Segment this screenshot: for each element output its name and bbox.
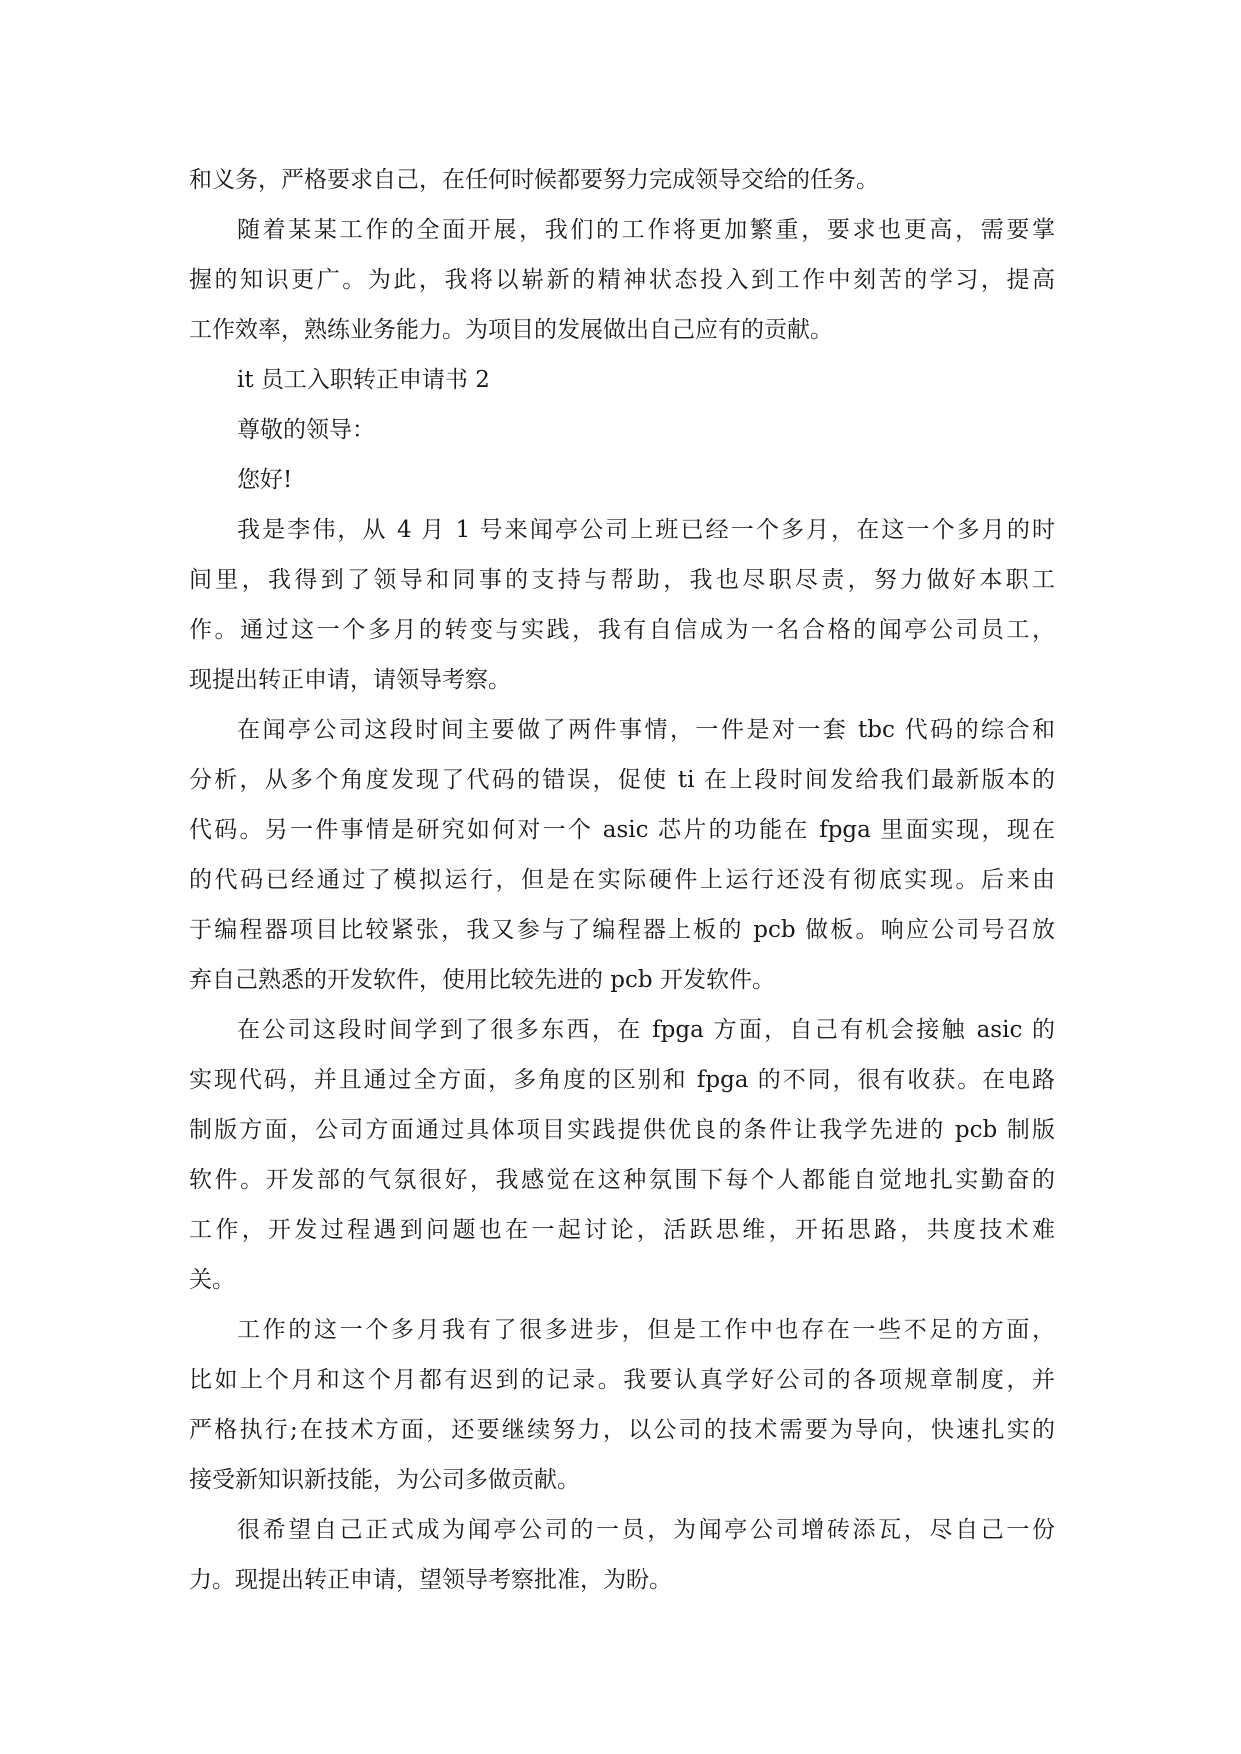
paragraph-line: 弃自己熟悉的开发软件，使用比较先进的 pcb 开发软件。 xyxy=(189,967,775,993)
paragraph-line: 工作效率，熟练业务能力。为项目的发展做出自己应有的贡献。 xyxy=(189,317,833,343)
paragraph-line: 制版方面，公司方面通过具体项目实践提供优良的条件让我学先进的 pcb 制版 xyxy=(189,1117,1055,1143)
paragraph-line: it 员工入职转正申请书 2 xyxy=(237,367,490,393)
paragraph xyxy=(189,155,1055,205)
paragraph xyxy=(189,1305,1055,1505)
paragraph-line: 代码。另一件事情是研究如何对一个 asic 芯片的功能在 fpga 里面实现，现在 xyxy=(189,817,1055,843)
paragraph-line: 接受新知识新技能，为公司多做贡献。 xyxy=(189,1467,580,1493)
paragraph xyxy=(189,1005,1055,1305)
paragraph xyxy=(189,505,1055,705)
paragraph-line: 实现代码，并且通过全方面，多角度的区别和 fpga 的不同，很有收获。在电路 xyxy=(189,1067,1055,1093)
paragraph-line: 于编程器项目比较紧张，我又参与了编程器上板的 pcb 做板。响应公司号召放 xyxy=(189,917,1055,943)
paragraph-line: 的代码已经通过了模拟运行，但是在实际硬件上运行还没有彻底实现。后来由 xyxy=(189,867,1055,893)
paragraph-line: 在闻亭公司这段时间主要做了两件事情，一件是对一套 tbc 代码的综合和 xyxy=(237,717,1055,743)
paragraph-line: 分析，从多个角度发现了代码的错误，促使 ti 在上段时间发给我们最新版本的 xyxy=(189,767,1055,793)
paragraph xyxy=(189,455,1055,505)
document-page xyxy=(189,155,1055,1605)
paragraph-line: 尊敬的领导： xyxy=(237,417,375,443)
paragraph-line: 作。通过这一个多月的转变与实践，我有自信成为一名合格的闻亭公司员工， xyxy=(189,617,1055,643)
paragraph xyxy=(189,205,1055,355)
paragraph xyxy=(189,705,1055,1005)
paragraph-line: 握的知识更广。为此，我将以崭新的精神状态投入到工作中刻苦的学习，提高 xyxy=(189,267,1055,293)
paragraph-line: 在公司这段时间学到了很多东西，在 fpga 方面，自己有机会接触 asic 的 xyxy=(237,1017,1055,1043)
paragraph-line: 关。 xyxy=(189,1267,235,1293)
paragraph-line: 间里，我得到了领导和同事的支持与帮助，我也尽职尽责，努力做好本职工 xyxy=(189,567,1055,593)
paragraph-line: 软件。开发部的气氛很好，我感觉在这种氛围下每个人都能自觉地扎实勤奋的 xyxy=(189,1167,1055,1193)
paragraph-line: 严格执行;在技术方面，还要继续努力，以公司的技术需要为导向，快速扎实的 xyxy=(189,1417,1055,1443)
paragraph xyxy=(189,405,1055,455)
paragraph-line: 随着某某工作的全面开展，我们的工作将更加繁重，要求也更高，需要掌 xyxy=(237,217,1055,243)
paragraph-line: 和义务，严格要求自己，在任何时候都要努力完成领导交给的任务。 xyxy=(189,167,879,193)
paragraph-line: 力。现提出转正申请，望领导考察批准，为盼。 xyxy=(189,1567,672,1593)
paragraph xyxy=(189,1505,1055,1605)
paragraph-line: 比如上个月和这个月都有迟到的记录。我要认真学好公司的各项规章制度，并 xyxy=(189,1367,1055,1393)
paragraph-line: 工作的这一个多月我有了很多进步，但是工作中也存在一些不足的方面， xyxy=(237,1317,1055,1343)
paragraph-line: 现提出转正申请，请领导考察。 xyxy=(189,667,511,693)
paragraph xyxy=(189,355,1055,405)
paragraph-line: 很希望自己正式成为闻亭公司的一员，为闻亭公司增砖添瓦，尽自己一份 xyxy=(237,1517,1055,1543)
paragraph-line: 工作，开发过程遇到问题也在一起讨论，活跃思维，开拓思路，共度技术难 xyxy=(189,1217,1055,1243)
paragraph-line: 您好! xyxy=(237,467,293,493)
document-body xyxy=(189,155,1055,1605)
paragraph-line: 我是李伟，从 4 月 1 号来闻亭公司上班已经一个多月，在这一个多月的时 xyxy=(237,517,1055,543)
